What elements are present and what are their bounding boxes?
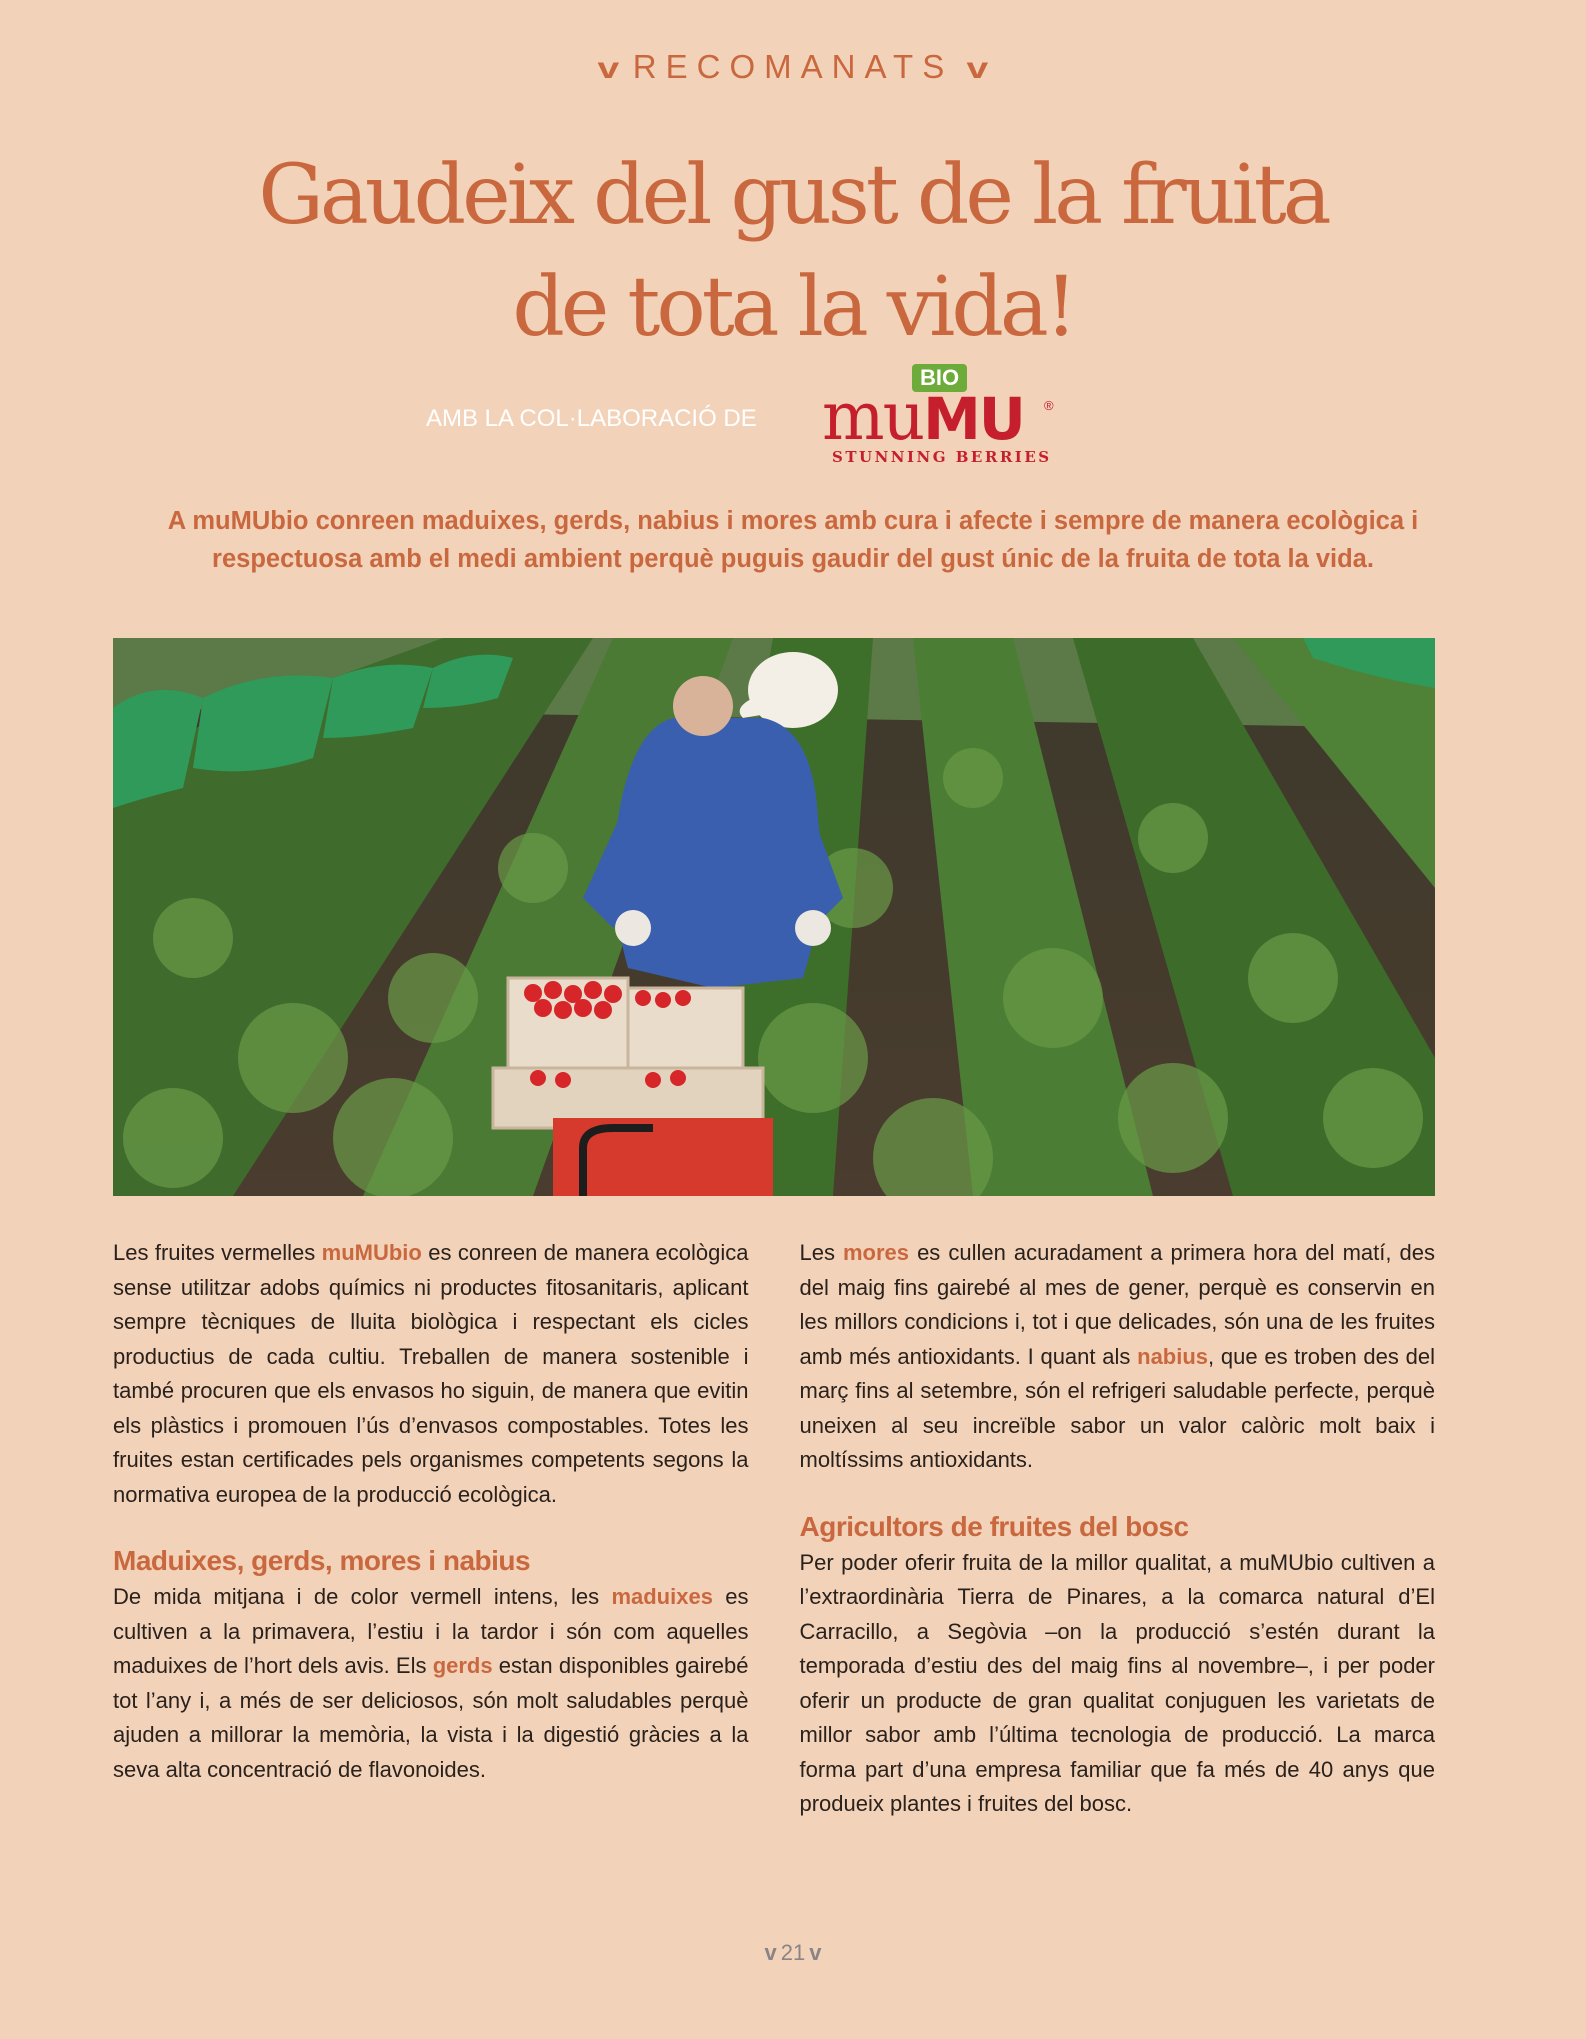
fruit-highlight: mores — [843, 1240, 910, 1265]
logo-word-lower: mu — [822, 378, 924, 455]
fruit-highlight: gerds — [432, 1653, 493, 1678]
page-title — [0, 140, 1586, 364]
fruit-highlight: maduixes — [611, 1584, 713, 1609]
text-run: , que es troben des del març fins al setembre, són el refrigeri saludable perfecte, perquè uneixen al seu increïble sabor un valor calòric molt baix i moltíssims antioxidants. — [799, 1343, 1435, 1472]
logo-word-upper: MU — [923, 385, 1024, 453]
chevron-down-icon: v — [966, 52, 989, 85]
chevron-down-icon: v — [764, 1940, 777, 1965]
text-run: Les — [799, 1240, 843, 1265]
registered-mark: ® — [1044, 398, 1054, 413]
photo-illustration — [113, 638, 1435, 1196]
section-heading: Agricultors de fruites del bosc — [799, 1510, 1189, 1542]
brand-highlight: muMUbio — [321, 1240, 422, 1265]
text-run: es cullen acuradament a primera hora del matí, des del maig fins gairebé al mes de gener, perquè es conservin en les millors condicions i, tot i que delicades, són una de les fruites amb més antioxidants. I quant als — [799, 1240, 1435, 1369]
intro-paragraph: A muMUbio conreen maduixes, gerds, nabius i mores amb cura i afecte i sempre de manera ecològica i respectuosa amb el medi ambient perquè puguis gaudir del gust únic de la fruita de tota la vida. — [167, 507, 1419, 573]
headline-line-2: de tota la vida! — [512, 260, 1074, 355]
text-run: Les fruites vermelles — [113, 1240, 322, 1265]
chevron-down-icon: v — [597, 52, 620, 85]
fruit-highlight: nabius — [1137, 1343, 1209, 1369]
logo-wordmark — [822, 378, 1024, 455]
article-paragraph: Per poder oferir fruita de la millor qualitat, a muMUbio cultiven a l’extraordinària Tierra de Pinares, a la comarca natural d’El Carracillo, a Segòvia –on la producció s’estén durant la temporada d’estiu des del maig fins al novembre–, i per poder oferir un producte de gran qualitat conjuguen les varietats de millor sabor amb l’última tecnologia de producció. La marca forma part d’una empresa familiar que fa més de 40 anys que produeix plantes i fruites del bosc. — [799, 1549, 1435, 1816]
section-tag — [0, 48, 1586, 86]
article-paragraph — [800, 1236, 1436, 1478]
mumu-bio-logo — [822, 360, 1062, 470]
collaboration-label: AMB LA COL·LABORACIÓ DE — [426, 405, 757, 432]
strawberry-field-photo — [113, 638, 1435, 1196]
logo-tagline: STUNNING BERRIES — [832, 448, 1052, 466]
page-number — [0, 1940, 1586, 1966]
text-run: es cultiven a la primavera, l’estiu i la tardor i són com aquelles maduixes de l’hort dels avis. Els — [113, 1584, 749, 1678]
article-paragraph — [113, 1580, 749, 1787]
article-paragraph — [113, 1236, 749, 1512]
article-column-left — [113, 1236, 1435, 1836]
chevron-down-icon: v — [809, 1940, 822, 1965]
section-heading: Maduixes, gerds, mores i nabius — [113, 1545, 531, 1576]
headline-line-1: Gaudeix del gust de la fruita — [258, 148, 1328, 243]
text-run: es conreen de manera ecològica sense utilitzar adobs químics ni productes fitosanitaris, aplicant sempre tècniques de lluita biològica i respectant els cicles productius de cada cultiu. Treballen de manera sostenible i també procuren que els envasos ho siguin, de manera que evitin els plàstics i promouen l’ús d’envasos compostables. Totes les fruites estan certificades pels organismes competents segons la normativa europea de la producció ecològica. — [113, 1240, 749, 1507]
section-label: RECOMANATS — [632, 48, 954, 85]
text-run: De mida mitjana i de color vermell intens, les — [113, 1584, 612, 1609]
page-number-value: 21 — [780, 1940, 806, 1965]
logo-bio-badge: BIO — [912, 364, 967, 392]
text-run: estan disponibles gairebé tot l’any i, a més de ser deliciosos, són molt saludables perquè ajuden a millorar la memòria, la vista i la digestió gràcies a la seva alta concentració de flavonoides. — [113, 1653, 749, 1782]
